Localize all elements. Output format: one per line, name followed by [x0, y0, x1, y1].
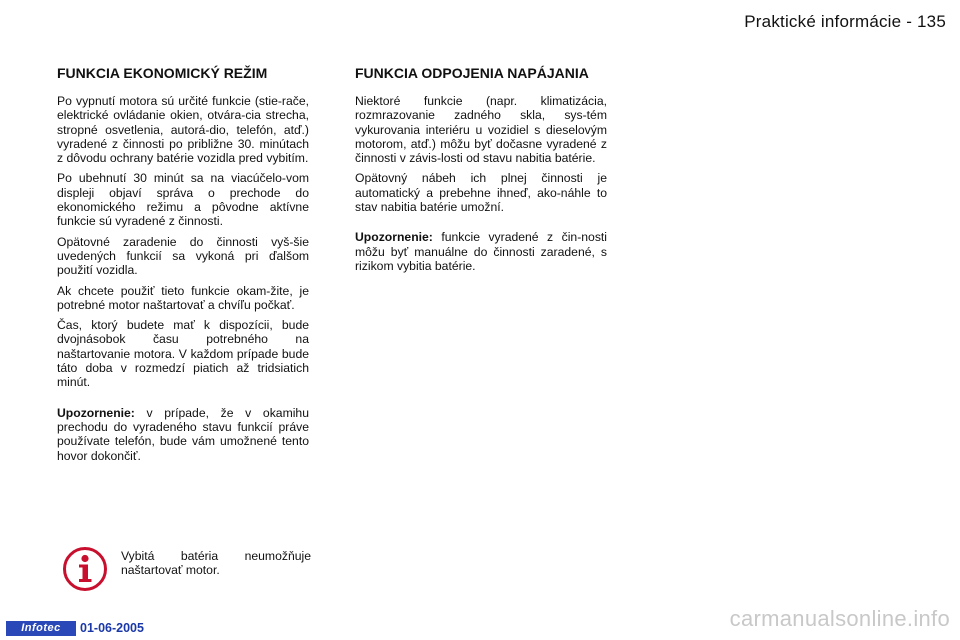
paragraph: Opätovný nábeh ich plnej činnosti je automatický a prebehne ihneď, ako-náhle to stav nabitia batérie umožní.	[355, 171, 607, 215]
warning-note	[57, 406, 309, 463]
page-title: Praktické informácie - 135	[744, 12, 946, 31]
paragraph: Niektoré funkcie (napr. klimatizácia, rozmrazovanie zadného skla, sys-tém vykurovania interiéru u vozidiel s dieselovým motorom, atď.) môžu byť dočasne vyradené z činnosti v závis-losti od stavu nabitia batérie.	[355, 94, 607, 166]
note-text: funkcie vyradené z čin-nosti môžu byť manuálne do činnosti zaradené, s rizikom vybitia batérie.	[355, 230, 608, 273]
paragraph: Po vypnutí motora sú určité funkcie (stie-rače, elektrické ovládanie okien, otvára-cia strecha, stropné osvetlenia, autorá-dio, telefón, atď.) vyradené z činnosti po približne 30. minútach z dôvodu ochrany batérie vozidla pred vybitím.	[57, 94, 309, 166]
note-label: Upozornenie:	[57, 405, 135, 420]
section-title-economy-mode: FUNKCIA EKONOMICKÝ REŽIM	[57, 65, 268, 81]
note-label: Upozornenie:	[355, 230, 433, 245]
paragraph: Ak chcete použiť tieto funkcie okam-žite, je potrebné motor naštartovať a chvíľu počkať.	[57, 283, 309, 312]
infotec-logo: Infotec	[6, 621, 76, 636]
warning-note	[355, 230, 607, 273]
left-column	[57, 66, 309, 463]
paragraph: Po ubehnutí 30 minút sa na viacúčelo-vom displeji objaví správa o prechode do ekonomického režimu a pôvodne aktívne funkcie sú vyradené z činnosti.	[57, 171, 309, 229]
info-box	[62, 546, 312, 596]
note-text: v prípade, že v okamihu prechodu do vyradeného stavu funkcií práve používate telefón, bude vám umožnené tento hovor dokončiť.	[57, 405, 309, 463]
info-text: Vybitá batéria neumožňuje naštartovať motor.	[121, 549, 311, 577]
paragraph: Čas, ktorý budete mať k dispozícii, bude dvojnásobok času potrebného na naštartovanie motora. V každom prípade bude táto doba v rozmedzí piatich až tridsiatich minút.	[57, 318, 309, 390]
right-column	[355, 66, 607, 273]
paragraph: Opätovné zaradenie do činnosti vyš-šie uvedených funkcií sa vykoná pri ďalšom použití vozidla.	[57, 234, 309, 278]
info-icon	[62, 546, 108, 592]
footer-date: 01-06-2005	[80, 621, 144, 635]
watermark: carmanualsonline.info	[729, 606, 950, 631]
section-title-power-cut: FUNKCIA ODPOJENIA NAPÁJANIA	[355, 65, 589, 81]
